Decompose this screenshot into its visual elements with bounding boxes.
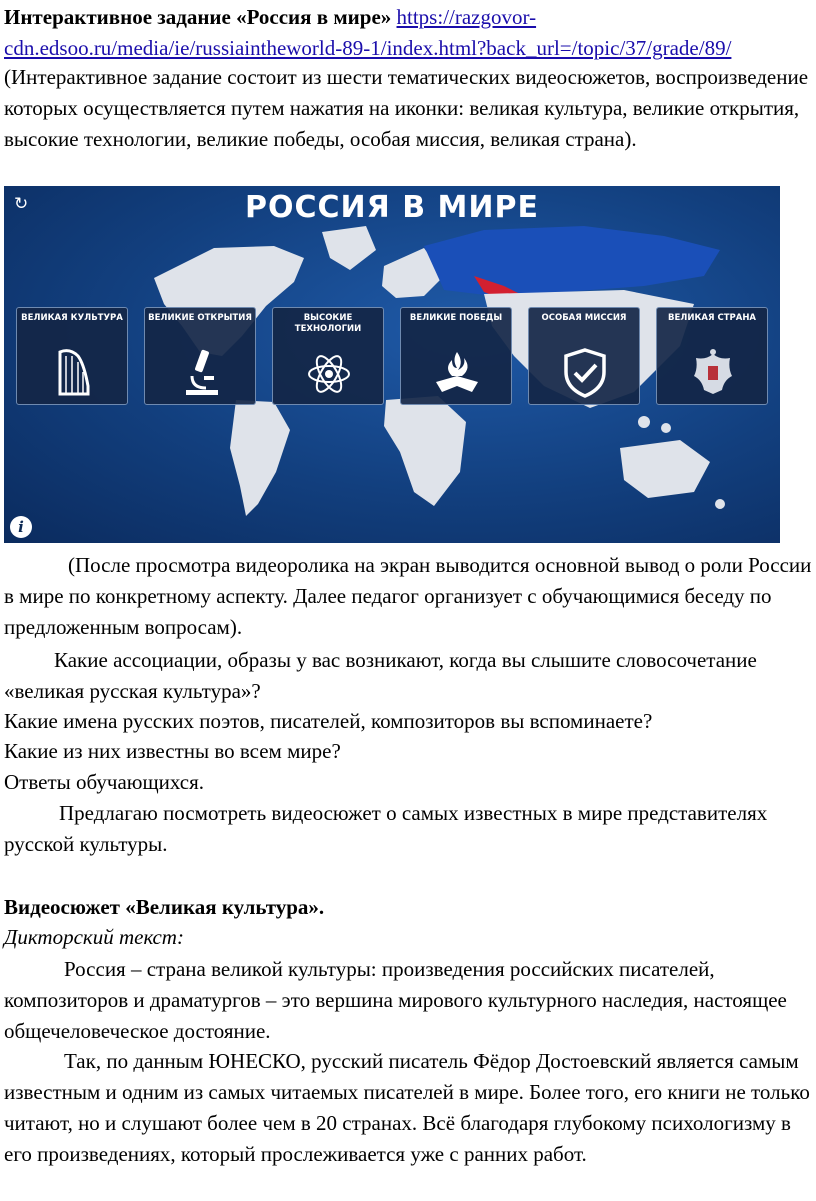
body-paragraph-2: Так, по данным ЮНЕСКО, русский писатель Фёдор Достоевский является самым известным и одним из самых читаемых писателей в мире. Более того, его книги не только читают, но и слушают более чем в 20 странах. Всё благодаря глубокому психологизму в его произведениях, который прослеживается уже с ранних работ.	[4, 1049, 810, 1166]
eternal-flame-icon	[432, 346, 482, 398]
tile-special-mission[interactable]	[528, 307, 640, 405]
task-link[interactable]: https://razgovor-cdn.edsoo.ru/media/ie/russiaintheworld-89-1/index.html?back_url=/topic/37/grade/89/	[4, 5, 732, 60]
info-icon[interactable]: i	[10, 516, 32, 538]
tile-label: ВЫСОКИЕ ТЕХНОЛОГИИ	[294, 313, 362, 334]
answers-line: Ответы обучающихся.	[4, 770, 204, 794]
question-2: Какие имена русских поэтов, писателей, композиторов вы вспоминаете?	[4, 709, 653, 733]
microscope-icon	[176, 346, 226, 398]
question-1: Какие ассоциации, образы у вас возникают, когда вы слышите словосочетание «великая русская культура»?	[4, 648, 757, 703]
paragraph-after-video: (После просмотра видеоролика на экран выводится основной вывод о роли России в мире по конкретному аспекту. Далее педагог организует с обучающимися беседу по предложенным вопросам).	[4, 553, 812, 639]
intro-paragraph: (Интерактивное задание состоит из шести тематических видеосюжетов, воспроизведение которых осуществляется путем нажатия на иконки: великая культура, великие открытия, высокие технологии, великие победы, особая миссия, великая страна).	[4, 65, 809, 151]
tile-label: ВЕЛИКАЯ СТРАНА	[667, 313, 757, 323]
tile-label: ВЕЛИКИЕ ОТКРЫТИЯ	[148, 313, 252, 323]
atom-icon	[304, 346, 354, 398]
tile-label: ОСОБАЯ МИССИЯ	[541, 313, 627, 323]
task-title: Интерактивное задание «Россия в мире»	[4, 5, 392, 29]
announcer-label: Дикторский текст:	[4, 925, 184, 949]
question-3: Какие из них известны во всем мире?	[4, 739, 341, 763]
harp-icon	[48, 346, 98, 398]
body-paragraph-1: Россия – страна великой культуры: произведения российских писателей, композиторов и драматургов – это вершина мирового культурного наследия, настоящее общечеловеческое достояние.	[4, 957, 787, 1043]
tile-label: ВЕЛИКИЕ ПОБЕДЫ	[409, 313, 503, 323]
video-heading: Видеосюжет «Великая культура».	[4, 895, 325, 919]
task-heading	[4, 2, 814, 64]
tile-high-technologies[interactable]	[272, 307, 384, 405]
tiles-row	[16, 307, 776, 407]
tile-great-discoveries[interactable]	[144, 307, 256, 405]
tile-great-country[interactable]	[656, 307, 768, 405]
russia-in-world-app-screenshot	[4, 186, 780, 543]
app-title: РОССИЯ В МИРЕ	[245, 190, 539, 225]
tile-great-victories[interactable]	[400, 307, 512, 405]
offer-paragraph: Предлагаю посмотреть видеосюжет о самых известных в мире представителях русской культуры.	[4, 801, 768, 856]
coat-of-arms-icon	[688, 346, 738, 398]
tile-label: ВЕЛИКАЯ КУЛЬТУРА	[21, 313, 123, 323]
tile-great-culture[interactable]	[16, 307, 128, 405]
shield-check-icon	[560, 346, 610, 398]
reload-icon[interactable]: ↻	[14, 194, 29, 214]
